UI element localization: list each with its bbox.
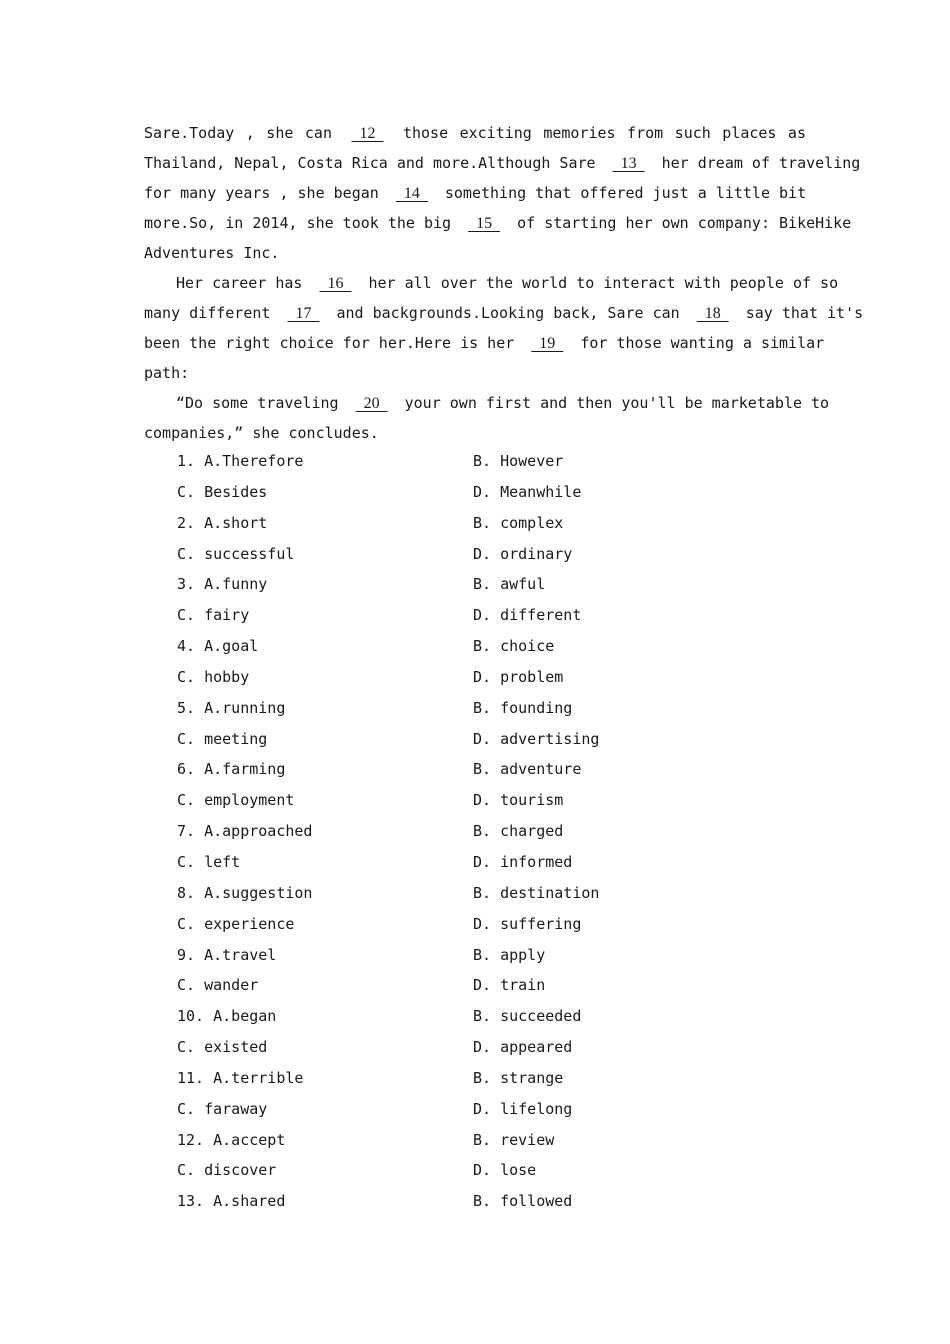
option-row [177, 1032, 737, 1063]
option-right: B. followed [473, 1192, 573, 1211]
option-row [177, 724, 737, 755]
option-left: 7. A.approached [177, 822, 313, 841]
passage-line [144, 388, 830, 418]
option-right: D. lose [473, 1161, 537, 1180]
blank-12: 12 [351, 125, 384, 142]
option-left: C. Besides [177, 482, 268, 501]
option-row [177, 693, 737, 724]
option-row [177, 1125, 737, 1156]
option-right: B. destination [473, 883, 600, 902]
option-right: D. lifelong [473, 1099, 573, 1118]
option-left: 3. A.funny [177, 575, 268, 594]
option-right: B. charged [473, 822, 564, 841]
line-text: of starting her own company: BikeHike [508, 214, 852, 232]
line-text: Adventures Inc. [144, 244, 280, 262]
passage-line [144, 418, 806, 448]
passage-line [144, 148, 861, 178]
option-right: D. ordinary [473, 544, 573, 563]
option-right: D. Meanwhile [473, 482, 582, 501]
passage-line [144, 358, 806, 388]
line-text: Her career has [176, 274, 312, 292]
option-row [177, 940, 737, 971]
line-text: say that it's [736, 304, 864, 322]
blank-16: 16 [319, 275, 352, 292]
option-row [177, 539, 737, 570]
option-row [177, 816, 737, 847]
passage-line [144, 118, 806, 148]
option-left: 5. A.running [177, 698, 286, 717]
line-text: Thailand, Nepal, Costa Rica and more.Although Sare [144, 154, 605, 172]
passage-line [144, 268, 839, 298]
blank-14: 14 [395, 185, 428, 202]
blank-13: 13 [612, 155, 645, 172]
line-text: your own first and then you'll be marketable to [395, 394, 830, 412]
option-right: B. strange [473, 1068, 564, 1087]
option-left: C. discover [177, 1161, 277, 1180]
line-text: for many years , she began [144, 184, 388, 202]
option-right: B. adventure [473, 760, 582, 779]
option-row [177, 477, 737, 508]
option-row [177, 909, 737, 940]
option-row [177, 446, 737, 477]
answer-options [177, 446, 737, 1217]
option-right: D. tourism [473, 791, 564, 810]
option-left: C. existed [177, 1038, 268, 1057]
option-left: C. experience [177, 914, 295, 933]
line-text: her all over the world to interact with people of so [359, 274, 839, 292]
line-text: those exciting memories from such places as [391, 124, 806, 142]
blank-19: 19 [531, 335, 564, 352]
line-text: been the right choice for her.Here is her [144, 334, 524, 352]
option-row [177, 1063, 737, 1094]
line-text: and backgrounds.Looking back, Sare can [327, 304, 689, 322]
line-text: companies,” she concludes. [144, 424, 379, 442]
option-right: D. advertising [473, 729, 600, 748]
option-left: C. successful [177, 544, 295, 563]
option-row [177, 878, 737, 909]
line-text: for those wanting a similar [571, 334, 825, 352]
option-right: B. However [473, 452, 564, 470]
option-left: C. employment [177, 791, 295, 810]
option-left: 12. A.accept [177, 1130, 286, 1149]
option-row [177, 754, 737, 785]
option-left: C. hobby [177, 667, 250, 686]
option-left: 11. A.terrible [177, 1068, 304, 1087]
blank-20: 20 [355, 395, 388, 412]
option-left: C. meeting [177, 729, 268, 748]
passage-line [144, 178, 806, 208]
option-right: D. problem [473, 667, 564, 686]
passage-text [144, 118, 864, 448]
option-right: B. awful [473, 575, 546, 594]
blank-17: 17 [287, 305, 320, 322]
passage-line [144, 208, 852, 238]
option-left: 4. A.goal [177, 637, 259, 656]
option-row [177, 847, 737, 878]
option-row [177, 662, 737, 693]
line-text: path: [144, 364, 190, 382]
option-row [177, 631, 737, 662]
option-row [177, 508, 737, 539]
option-row [177, 785, 737, 816]
option-left: 10. A.began [177, 1007, 277, 1026]
option-row [177, 970, 737, 1001]
line-text: more.So, in 2014, she took the big [144, 214, 461, 232]
option-right: B. review [473, 1130, 555, 1149]
option-right: B. choice [473, 637, 555, 656]
option-row [177, 1094, 737, 1125]
line-text: her dream of traveling [652, 154, 861, 172]
option-right: D. different [473, 606, 582, 625]
line-text: many different [144, 304, 280, 322]
option-right: D. suffering [473, 914, 582, 933]
blank-18: 18 [696, 305, 729, 322]
blank-15: 15 [468, 215, 501, 232]
option-left: 6. A.farming [177, 760, 286, 779]
option-left: 1. A.Therefore [177, 452, 304, 470]
line-text: something that offered just a little bit [435, 184, 807, 202]
option-right: D. appeared [473, 1038, 573, 1057]
option-left: 9. A.travel [177, 945, 277, 964]
passage-line [144, 238, 806, 268]
option-left: 8. A.suggestion [177, 883, 313, 902]
option-row [177, 1001, 737, 1032]
option-left: C. faraway [177, 1099, 268, 1118]
option-right: D. train [473, 976, 546, 995]
option-row [177, 600, 737, 631]
option-right: B. founding [473, 698, 573, 717]
option-left: C. wander [177, 976, 259, 995]
option-right: B. succeeded [473, 1007, 582, 1026]
option-row [177, 569, 737, 600]
option-row [177, 1155, 737, 1186]
option-left: 13. A.shared [177, 1192, 286, 1211]
option-left: 2. A.short [177, 513, 268, 532]
option-left: C. left [177, 852, 241, 871]
option-right: B. complex [473, 513, 564, 532]
passage-line [144, 298, 864, 328]
passage-line [144, 328, 825, 358]
option-left: C. fairy [177, 606, 250, 625]
option-right: B. apply [473, 945, 546, 964]
line-text: “Do some traveling [176, 394, 348, 412]
line-text: Sare.Today , she can [144, 124, 344, 142]
option-row [177, 1186, 737, 1217]
option-right: D. informed [473, 852, 573, 871]
